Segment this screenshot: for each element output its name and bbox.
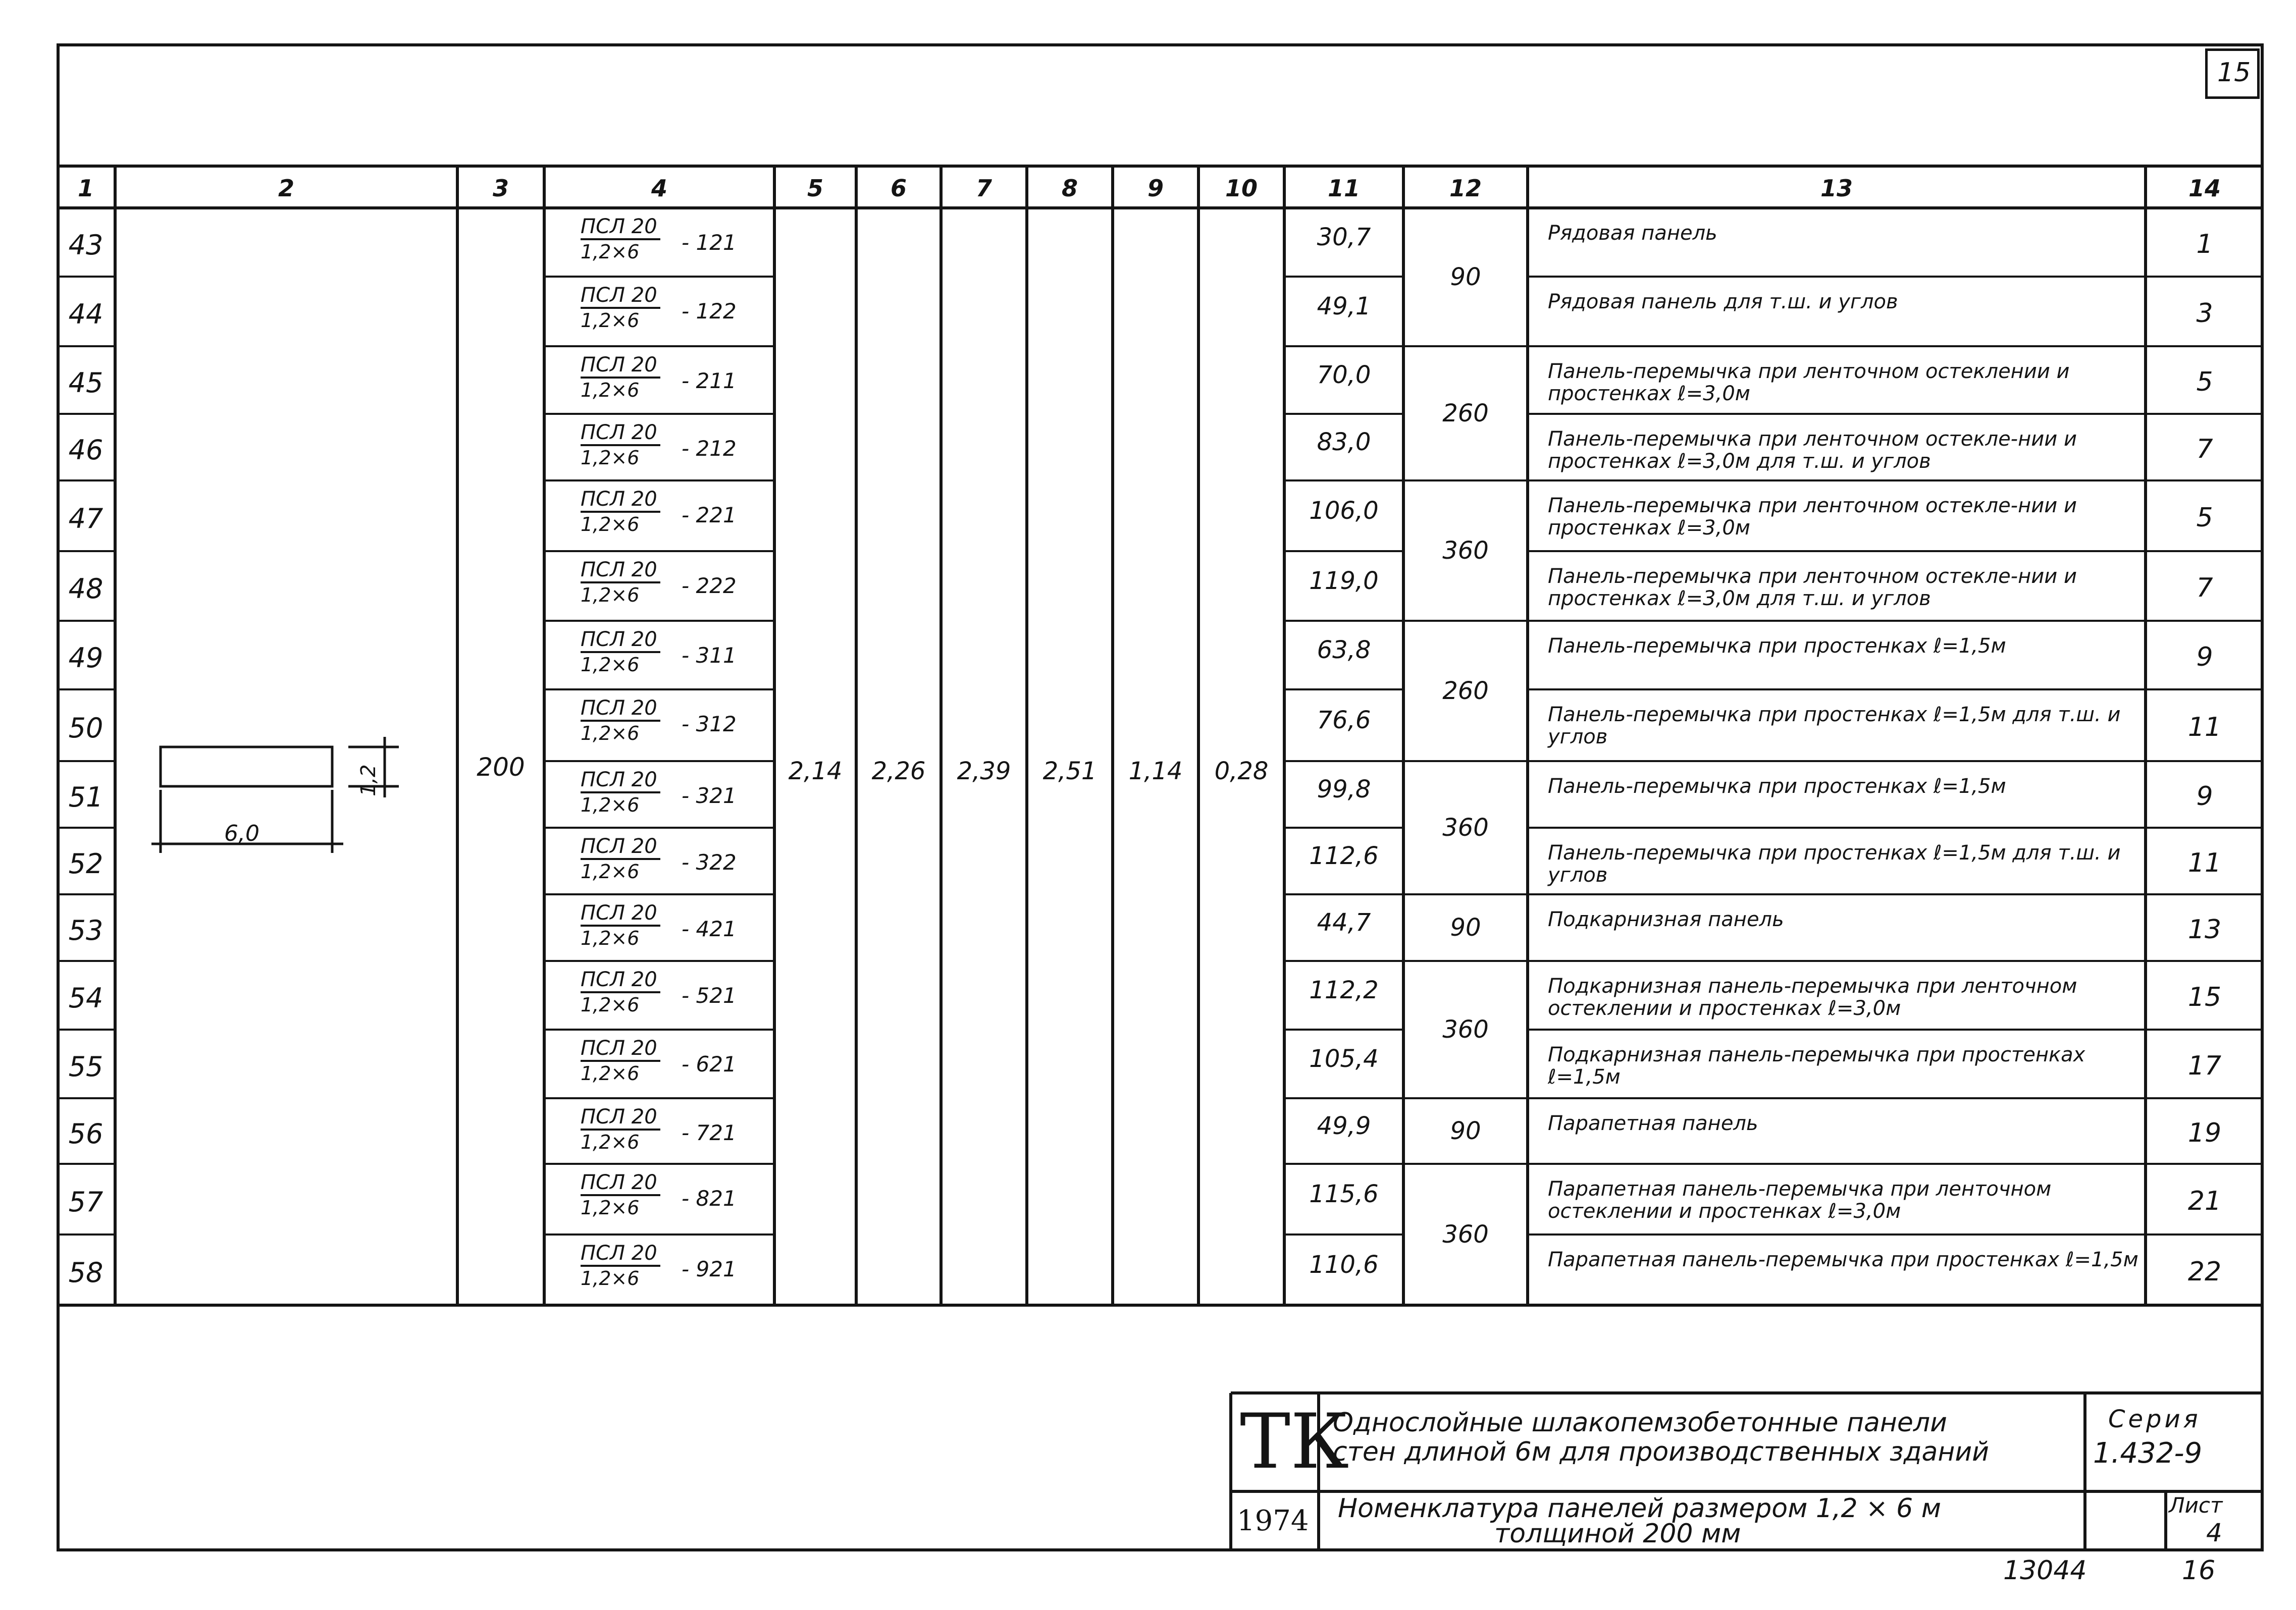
- panel-description: Панель-перемычка при ленточном остеклении и простенках ℓ=3,0м: [1548, 360, 2070, 405]
- panel-description: Рядовая панель: [1548, 222, 1717, 245]
- panel-mark-code: - 621: [682, 1052, 737, 1077]
- drawing-sheet: 3: [2196, 298, 2213, 329]
- row-number: 49: [68, 642, 103, 674]
- col12-value: 360: [1442, 1015, 1489, 1044]
- col12-value: 360: [1442, 1220, 1489, 1249]
- panel-description: Панель-перемычка при ленточном остекле-нии и простенках ℓ=3,0м: [1548, 494, 2077, 540]
- panel-mark-size: 1,2×6: [581, 1267, 640, 1290]
- drawing-sheet: 11: [2187, 712, 2222, 742]
- col8-value: 2,51: [1042, 757, 1097, 785]
- panel-mark-series: ПСЛ 20: [581, 901, 660, 927]
- title-line-1: Однослойные шлакопемзобетонные панели: [1333, 1408, 1947, 1438]
- title-line-2: стен длиной 6м для производственных зданий: [1333, 1437, 1989, 1467]
- title-year: 1974: [1237, 1505, 1309, 1537]
- row-number: 48: [68, 573, 103, 605]
- panel-mark-code: - 322: [682, 850, 737, 875]
- panel-mark-code: - 311: [682, 643, 737, 668]
- panel-mark-series: ПСЛ 20: [581, 421, 660, 446]
- sheet-label: Лист: [2169, 1493, 2223, 1518]
- col5-value: 2,14: [788, 757, 843, 785]
- panel-mark-code: - 821: [682, 1186, 737, 1211]
- row-number: 57: [68, 1186, 103, 1218]
- panel-description: Парапетная панель: [1548, 1112, 1758, 1135]
- row-number: 44: [68, 298, 103, 330]
- page-number: 16: [2182, 1555, 2216, 1586]
- panel-mark-series: ПСЛ 20: [581, 558, 660, 583]
- column-header-14: 14: [2188, 175, 2221, 202]
- drawing-sheet: 15: [2187, 982, 2222, 1012]
- panel-mark-size: 1,2×6: [581, 722, 640, 744]
- panel-description: Подкарнизная панель-перемычка при простенках ℓ=1,5м: [1548, 1043, 2085, 1089]
- panel-mark-code: - 122: [682, 299, 737, 324]
- drawing-sheet: 11: [2187, 848, 2222, 878]
- panel-mark-series: ПСЛ 20: [581, 1105, 660, 1131]
- panel-mark-series: ПСЛ 20: [581, 284, 660, 309]
- panel-mark-size: 1,2×6: [581, 654, 640, 676]
- panel-mark-size: 1,2×6: [581, 241, 640, 263]
- drawing-sheet: 1: [2196, 229, 2213, 259]
- panel-mark-code: - 521: [682, 983, 737, 1008]
- col10-value: 0,28: [1214, 757, 1269, 785]
- col9-value: 1,14: [1128, 757, 1183, 785]
- tk-logo: ТК: [1240, 1398, 1349, 1486]
- panel-description: Парапетная панель-перемычка при ленточном остеклении и простенках ℓ=3,0м: [1548, 1177, 2052, 1223]
- series-value: 1.432-9: [2093, 1437, 2203, 1470]
- panel-mass: 112,6: [1309, 842, 1379, 870]
- panel-mass: 112,2: [1309, 976, 1379, 1004]
- col7-value: 2,39: [957, 757, 1011, 785]
- panel-mark-size: 1,2×6: [581, 447, 640, 469]
- panel-description: Панель-перемычка при простенках ℓ=1,5м для т.ш. и углов: [1548, 841, 2121, 887]
- panel-mark-code: - 222: [682, 573, 737, 598]
- panel-mass: 70,0: [1317, 361, 1371, 389]
- col12-value: 90: [1450, 914, 1481, 942]
- panel-mark-series: ПСЛ 20: [581, 353, 660, 379]
- row-number: 50: [68, 712, 103, 744]
- column-header-2: 2: [278, 175, 295, 202]
- drawing-sheet: 5: [2196, 503, 2213, 533]
- drawing-sheet: 5: [2196, 367, 2213, 397]
- subtitle-line-2: толщиной 200 мм: [1494, 1519, 1741, 1549]
- drawing-sheet: 7: [2196, 573, 2213, 603]
- panel-mass: 105,4: [1309, 1045, 1379, 1073]
- panel-mass: 115,6: [1309, 1180, 1379, 1208]
- panel-mark-size: 1,2×6: [581, 513, 640, 535]
- panel-mark-series: ПСЛ 20: [581, 696, 660, 722]
- row-number: 47: [68, 503, 103, 534]
- panel-description: Рядовая панель для т.ш. и углов: [1548, 290, 1898, 313]
- drawing-sheet: 17: [2187, 1051, 2222, 1081]
- panel-mass: 119,0: [1309, 567, 1379, 595]
- panel-mark-size: 1,2×6: [581, 994, 640, 1016]
- panel-mark-code: - 221: [682, 503, 737, 527]
- panel-mark-size: 1,2×6: [581, 927, 640, 949]
- panel-mark-series: ПСЛ 20: [581, 1037, 660, 1062]
- drawing-sheet: 9: [2196, 781, 2213, 812]
- subtitle-line-1: Номенклатура панелей размером 1,2 × 6 м: [1338, 1493, 1942, 1524]
- drawing-sheet: 21: [2187, 1186, 2222, 1216]
- column-header-4: 4: [651, 175, 668, 202]
- drawing-sheet: 9: [2196, 642, 2213, 672]
- panel-mass: 106,0: [1309, 497, 1379, 525]
- col12-value: 90: [1450, 1117, 1481, 1145]
- panel-mark-code: - 312: [682, 712, 737, 736]
- panel-mark-size: 1,2×6: [581, 794, 640, 816]
- panel-mark-code: - 121: [682, 230, 737, 255]
- series-label: Серия: [2108, 1405, 2201, 1433]
- column-header-7: 7: [975, 175, 993, 202]
- panel-mark-code: - 721: [682, 1120, 737, 1145]
- column-header-3: 3: [492, 175, 509, 202]
- panel-mark-code: - 212: [682, 436, 737, 461]
- row-number: 51: [68, 781, 103, 813]
- col3-value: 200: [477, 753, 525, 782]
- panel-description: Подкарнизная панель: [1548, 908, 1784, 931]
- drawing-sheet: 19: [2187, 1118, 2222, 1148]
- panel-mark-size: 1,2×6: [581, 1131, 640, 1153]
- panel-mass: 44,7: [1317, 908, 1371, 937]
- sheet-number-top: 15: [2217, 58, 2251, 88]
- panel-mark-series: ПСЛ 20: [581, 215, 660, 240]
- col12-value: 360: [1442, 536, 1489, 565]
- row-number: 43: [68, 229, 103, 261]
- panel-mark-code: - 921: [682, 1257, 737, 1281]
- row-number: 52: [68, 848, 103, 880]
- panel-mass: 76,6: [1317, 706, 1371, 734]
- col6-value: 2,26: [871, 757, 926, 785]
- panel-description: Подкарнизная панель-перемычка при ленточном остеклении и простенках ℓ=3,0м: [1548, 975, 2077, 1020]
- column-header-9: 9: [1147, 175, 1164, 202]
- panel-mark-size: 1,2×6: [581, 861, 640, 883]
- panel-mass: 63,8: [1317, 636, 1371, 664]
- panel-mass: 110,6: [1309, 1251, 1379, 1279]
- panel-mass: 49,9: [1317, 1112, 1371, 1140]
- panel-description: Панель-перемычка при простенках ℓ=1,5м: [1548, 775, 2006, 798]
- col12-value: 360: [1442, 814, 1489, 842]
- panel-mass: 30,7: [1317, 223, 1371, 251]
- archive-number: 13044: [2003, 1555, 2087, 1586]
- panel-description: Панель-перемычка при ленточном остекле-нии и простенках ℓ=3,0м для т.ш. и углов: [1548, 565, 2077, 610]
- drawing-sheet: 13: [2187, 915, 2222, 945]
- column-header-12: 12: [1449, 175, 1482, 202]
- panel-mass: 49,1: [1317, 292, 1371, 320]
- panel-description: Панель-перемычка при простенках ℓ=1,5м: [1548, 634, 2006, 658]
- panel-mark-series: ПСЛ 20: [581, 488, 660, 513]
- sheet-value: 4: [2206, 1518, 2222, 1547]
- panel-mark-series: ПСЛ 20: [581, 1242, 660, 1267]
- panel-mark-size: 1,2×6: [581, 379, 640, 401]
- panel-mark-size: 1,2×6: [581, 309, 640, 332]
- column-header-6: 6: [890, 175, 907, 202]
- row-number: 58: [68, 1257, 103, 1289]
- sketch-width-label: 6,0: [224, 821, 259, 846]
- panel-description: Панель-перемычка при ленточном остекле-нии и простенках ℓ=3,0м для т.ш. и углов: [1548, 427, 2077, 473]
- panel-description: Панель-перемычка при простенках ℓ=1,5м для т.ш. и углов: [1548, 703, 2121, 748]
- row-number: 55: [68, 1051, 103, 1083]
- row-number: 53: [68, 915, 103, 946]
- panel-mark-code: - 211: [682, 368, 737, 393]
- column-header-8: 8: [1061, 175, 1078, 202]
- column-header-10: 10: [1225, 175, 1258, 202]
- row-number: 56: [68, 1118, 103, 1150]
- panel-mass: 99,8: [1317, 775, 1371, 803]
- panel-mark-series: ПСЛ 20: [581, 628, 660, 653]
- panel-description: Парапетная панель-перемычка при простенках ℓ=1,5м: [1548, 1248, 2138, 1271]
- row-number: 54: [68, 982, 103, 1014]
- panel-mark-series: ПСЛ 20: [581, 1171, 660, 1196]
- row-number: 45: [68, 367, 103, 399]
- col12-value: 90: [1450, 263, 1481, 291]
- panel-mass: 83,0: [1317, 428, 1371, 456]
- panel-mark-size: 1,2×6: [581, 1062, 640, 1085]
- panel-mark-series: ПСЛ 20: [581, 835, 660, 860]
- drawing-sheet: 22: [2187, 1257, 2222, 1287]
- column-header-1: 1: [77, 175, 94, 202]
- panel-mark-series: ПСЛ 20: [581, 968, 660, 993]
- panel-mark-code: - 421: [682, 917, 737, 941]
- col12-value: 260: [1442, 677, 1489, 705]
- column-header-13: 13: [1820, 175, 1853, 202]
- row-number: 46: [68, 434, 103, 466]
- panel-mark-size: 1,2×6: [581, 584, 640, 606]
- panel-mark-code: - 321: [682, 783, 737, 808]
- panel-mark-size: 1,2×6: [581, 1197, 640, 1219]
- column-header-11: 11: [1327, 175, 1361, 202]
- panel-mark-series: ПСЛ 20: [581, 768, 660, 793]
- col12-value: 260: [1442, 399, 1489, 427]
- column-header-5: 5: [807, 175, 824, 202]
- sketch-height-label: 1,2: [357, 764, 380, 796]
- drawing-sheet: 7: [2196, 434, 2213, 464]
